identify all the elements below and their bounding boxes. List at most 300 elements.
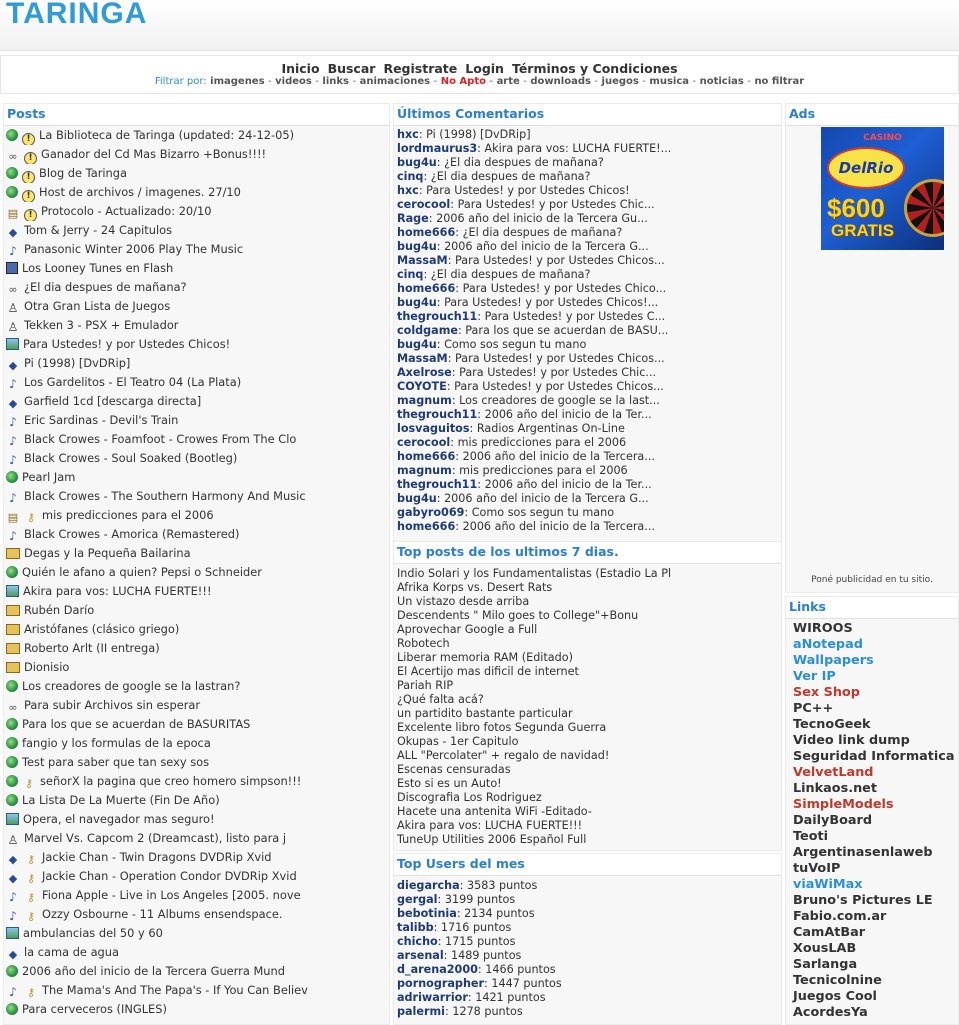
post-title[interactable]: ambulancias del 50 y 60 <box>23 926 163 940</box>
link-item[interactable]: TecnoGeek <box>793 717 871 732</box>
globe-icon <box>6 566 18 578</box>
top-user-item: bebotinia: 2134 puntos <box>397 907 535 920</box>
link-item[interactable]: VelvetLand <box>793 765 874 780</box>
post-item[interactable] <box>6 449 389 468</box>
link-item[interactable]: PC++ <box>793 701 834 716</box>
comment-post-title[interactable]: mis predicciones para el 2006 <box>457 436 627 449</box>
post-title[interactable]: Opera, el navegador mas seguro! <box>23 812 215 826</box>
post-title[interactable]: Para los que se acuerdan de BASURITAS <box>22 717 251 731</box>
post-item[interactable] <box>6 487 389 506</box>
comment-post-title[interactable]: 2006 año del inicio de la Ter... <box>484 478 652 491</box>
comment-user[interactable]: MassaM <box>397 352 448 365</box>
links-list <box>786 619 958 1021</box>
top-post-item[interactable]: Discografia Los Rodriguez <box>397 791 542 804</box>
post-item[interactable] <box>6 715 389 734</box>
comment-user[interactable]: cerocool <box>397 198 451 211</box>
top-post-item[interactable]: Afrika Korps vs. Desert Rats <box>397 581 553 594</box>
top-posts-list <box>394 564 781 847</box>
warn-icon: ! <box>24 152 37 164</box>
comment-post-title[interactable]: 2006 año del inicio de la Tercera... <box>462 520 655 533</box>
comment-post-title[interactable]: Para Ustedes! y por Ustedes Chic... <box>457 198 655 211</box>
top-user-name[interactable]: arsenal <box>397 949 444 962</box>
post-title[interactable]: The Mama's And The Papa's - If You Can Believ <box>42 983 308 997</box>
comment-user[interactable]: home666 <box>397 226 456 239</box>
post-item[interactable] <box>6 525 389 544</box>
top-post-item[interactable]: Okupas - 1er Capitulo <box>397 735 519 748</box>
link-item[interactable]: Teoti <box>793 829 829 844</box>
post-item[interactable] <box>6 221 389 240</box>
post-item[interactable] <box>6 582 389 601</box>
comment-post-title[interactable]: Pi (1998) [DvDRip] <box>426 128 531 141</box>
post-item[interactable] <box>6 886 389 905</box>
link-item[interactable]: CamAtBar <box>793 925 866 940</box>
comment-item[interactable]: bug4u: 2006 año del inicio de la Tercera G... <box>397 492 649 505</box>
post-title[interactable]: Aristófanes (clásico griego) <box>24 622 180 636</box>
comment-post-title[interactable]: 2006 año del inicio de la Tercera G... <box>444 492 649 505</box>
filter-item[interactable]: imagenes <box>210 76 265 87</box>
nav-item[interactable]: Inicio <box>281 61 320 76</box>
post-title[interactable]: Protocolo - Actualizado: 20/10 <box>41 204 212 218</box>
filter-separator: - <box>594 76 599 87</box>
top-user-points: 1421 puntos <box>475 991 546 1004</box>
top-post-item[interactable]: Robotech <box>397 637 450 650</box>
post-item[interactable] <box>6 563 389 582</box>
filter-separator: - <box>433 76 438 87</box>
comment-item[interactable]: cinq: ¿El dia despues de mañana? <box>397 170 591 183</box>
top-post-item[interactable]: Hacete una antenita WiFi -Editado- <box>397 805 592 818</box>
post-item[interactable] <box>6 202 389 221</box>
post-title[interactable]: La Biblioteca de Taringa (updated: 24-12-05) <box>39 128 295 142</box>
post-title[interactable]: Los Gardelitos - El Teatro 04 (La Plata) <box>24 375 242 389</box>
top-users-list <box>394 876 781 1019</box>
comment-post-title[interactable]: Para Ustedes! y por Ustedes Chicos... <box>455 352 665 365</box>
top-user-item: talibb: 1716 puntos <box>397 921 512 934</box>
post-title[interactable]: La Lista De La Muerte (Fin De Año) <box>22 793 220 807</box>
post-title[interactable]: señorX la pagina que creo homero simpson!!! <box>40 774 302 788</box>
post-item[interactable] <box>6 240 389 259</box>
comment-item[interactable]: COYOTE: Para Ustedes! y por Ustedes Chicos... <box>397 380 664 393</box>
warn-icon: ! <box>22 190 35 202</box>
filter-item[interactable]: juegos <box>601 76 639 87</box>
link-item[interactable]: Wallpapers <box>793 653 874 668</box>
post-item[interactable] <box>6 620 389 639</box>
comment-post-title[interactable]: Para Ustedes! y por Ustedes Chicos! <box>426 184 630 197</box>
post-item[interactable] <box>6 506 389 525</box>
comment-post-title[interactable]: 2006 año del inicio de la Tercera G... <box>444 240 649 253</box>
link-item[interactable]: Video link dump <box>793 733 910 748</box>
comment-item[interactable]: bug4u: Como sos segun tu mano <box>397 338 587 351</box>
links-title: Links <box>786 597 958 619</box>
post-title[interactable]: Dionisio <box>24 660 70 674</box>
link-item[interactable]: Sarlanga <box>793 957 858 972</box>
comment-post-title[interactable]: Para los que se acuerdan de BASU... <box>465 324 669 337</box>
link-item[interactable]: Bruno's Pictures LE <box>793 893 933 908</box>
comment-user[interactable]: thegrouch11 <box>397 310 478 323</box>
top-user-name[interactable]: bebotinia <box>397 907 457 920</box>
post-item[interactable] <box>6 943 389 962</box>
comment-user[interactable]: home666 <box>397 520 456 533</box>
top-post-item[interactable]: Pariah RIP <box>397 679 454 692</box>
top-user-name[interactable]: d_arena2000 <box>397 963 478 976</box>
comment-user[interactable]: hxc <box>397 128 419 141</box>
comment-post-title[interactable]: Para Ustedes! y por Ustedes Chicos!... <box>444 296 659 309</box>
nav-item[interactable]: Buscar <box>327 61 376 76</box>
post-item[interactable] <box>6 658 389 677</box>
img-icon <box>6 813 19 825</box>
post-title[interactable]: Garfield 1cd [descarga directa] <box>24 394 202 408</box>
top-post-item[interactable]: ALL "Percolater" + regalo de navidad! <box>397 749 610 762</box>
post-item[interactable] <box>6 791 389 810</box>
globe-icon <box>6 186 18 198</box>
post-item[interactable] <box>6 145 389 164</box>
top-post-item[interactable]: ¿Qué falta acá? <box>397 693 484 706</box>
post-title[interactable]: Quién le afano a quien? Pepsi o Schneider <box>22 565 262 579</box>
comment-user[interactable]: gabyro069 <box>397 506 465 519</box>
top-post-item[interactable]: Esto si es un Auto! <box>397 777 502 790</box>
comment-user[interactable]: COYOTE <box>397 380 447 393</box>
post-title[interactable]: la cama de agua <box>24 945 119 959</box>
top-user-name[interactable]: diegarcha <box>397 879 460 892</box>
comment-post-title[interactable]: Akira para vos: LUCHA FUERTE!... <box>484 142 672 155</box>
comment-item[interactable]: hxc: Pi (1998) [DvDRip] <box>397 128 531 141</box>
post-item[interactable] <box>6 753 389 772</box>
post-item[interactable] <box>6 639 389 658</box>
post-title[interactable]: Black Crowes - Foamfoot - Crowes From The Clo <box>24 432 297 446</box>
post-title[interactable]: Panasonic Winter 2006 Play The Music <box>24 242 244 256</box>
comment-user[interactable]: Rage <box>397 212 429 225</box>
link-item[interactable]: Juegos Cool <box>793 989 877 1004</box>
post-title[interactable]: Tekken 3 - PSX + Emulador <box>24 318 179 332</box>
top-user-name[interactable]: chicho <box>397 935 438 948</box>
post-title[interactable]: Para subir Archivos sin esperar <box>24 698 201 712</box>
comment-post-title[interactable]: ¿El dia despues de mañana? <box>430 170 591 183</box>
top-user-name[interactable]: talibb <box>397 921 434 934</box>
comment-user[interactable]: cinq <box>397 170 424 183</box>
comment-item[interactable]: home666: ¿El dia despues de mañana? <box>397 226 623 239</box>
link-item[interactable]: tuVoIP <box>793 861 841 876</box>
comment-item[interactable]: thegrouch11: 2006 año del inicio de la Ter... <box>397 408 652 421</box>
post-item[interactable] <box>6 544 389 563</box>
post-title[interactable]: Black Crowes - The Southern Harmony And Music <box>24 489 306 503</box>
link-item[interactable]: Fabio.com.ar <box>793 909 887 924</box>
top-post-item[interactable]: TuneUp Utilities 2006 Español Full <box>397 833 587 846</box>
filter-item[interactable]: musica <box>649 76 690 87</box>
link-item[interactable]: Linkaos.net <box>793 781 877 796</box>
filter-item[interactable]: arte <box>496 76 520 87</box>
post-item[interactable] <box>6 278 389 297</box>
top-post-item[interactable]: un partidito bastante particular <box>397 707 573 720</box>
filter-item[interactable]: No Apto <box>440 76 486 87</box>
key-icon: ⚷ <box>26 891 36 904</box>
post-item[interactable] <box>6 867 389 886</box>
advertise-link[interactable]: Poné publicidad en tu sitio. <box>811 575 933 585</box>
globe-icon <box>6 129 18 141</box>
comment-item[interactable]: cerocool: mis predicciones para el 2006 <box>397 436 627 449</box>
filter-item[interactable]: links <box>322 76 349 87</box>
post-item[interactable] <box>6 392 389 411</box>
comment-item[interactable]: losvaguitos: Radios Argentinas On-Line <box>397 422 625 435</box>
post-item[interactable] <box>6 316 389 335</box>
site-logo[interactable]: TARINGA <box>6 0 148 30</box>
filter-separator: - <box>523 76 527 87</box>
top-user-name[interactable]: adriwarrior <box>397 991 468 1004</box>
top-user-name[interactable]: gergal <box>397 893 438 906</box>
comment-item[interactable]: MassaM: Para Ustedes! y por Ustedes Chicos... <box>397 352 665 365</box>
book-icon: ▤ <box>7 511 19 524</box>
link-item[interactable]: Ver IP <box>793 669 836 684</box>
comment-user[interactable]: hxc <box>397 184 419 197</box>
top-post-item[interactable]: El Acertijo mas dificil de internet <box>397 665 579 678</box>
post-item[interactable] <box>6 354 389 373</box>
nav-item[interactable]: Términos y Condiciones <box>511 61 678 76</box>
post-item[interactable] <box>6 772 389 791</box>
link-item[interactable]: AcordesYa <box>793 1005 868 1020</box>
comment-item[interactable]: home666: Para Ustedes! y por Ustedes Chico... <box>397 282 667 295</box>
link-item[interactable]: Sex Shop <box>793 685 860 700</box>
comment-user[interactable]: bug4u <box>397 240 437 253</box>
comment-post-title[interactable]: Como sos segun tu mano <box>471 506 615 519</box>
filter-item[interactable]: animaciones <box>359 76 431 87</box>
top-user-item: adriwarrior: 1421 puntos <box>397 991 546 1004</box>
post-title[interactable]: Jackie Chan - Twin Dragons DVDRip Xvid <box>42 850 272 864</box>
post-title[interactable]: Degas y la Pequeña Bailarina <box>24 546 191 560</box>
comment-post-title[interactable]: ¿El dia despues de mañana? <box>430 268 591 281</box>
post-title[interactable]: Host de archivos / imagenes. 27/10 <box>39 185 241 199</box>
post-title[interactable]: Para Ustedes! y por Ustedes Chicos! <box>23 337 231 351</box>
link-item[interactable]: Tecnicolnine <box>793 973 882 988</box>
comment-item[interactable]: bug4u: 2006 año del inicio de la Tercera G... <box>397 240 649 253</box>
post-title[interactable]: Roberto Arlt (II entrega) <box>24 641 160 655</box>
post-title[interactable]: Blog de Taringa <box>39 166 127 180</box>
post-item[interactable] <box>6 601 389 620</box>
post-item[interactable] <box>6 259 389 278</box>
post-title[interactable]: Black Crowes - Soul Soaked (Bootleg) <box>24 451 238 465</box>
comment-post-title[interactable]: Para Ustedes! y por Ustedes Chic... <box>459 366 657 379</box>
comment-user[interactable]: bug4u <box>397 492 437 505</box>
comment-user[interactable]: bug4u <box>397 156 437 169</box>
nav-item[interactable]: Login <box>465 61 504 76</box>
tag-icon: ◆ <box>8 948 18 961</box>
comment-post-title[interactable]: Para Ustedes! y por Ustedes Chicos... <box>455 254 665 267</box>
post-item[interactable] <box>6 848 389 867</box>
filter-separator: - <box>747 76 751 87</box>
comment-item[interactable]: magnum: Los creadores de google se la last... <box>397 394 660 407</box>
book-icon: ▤ <box>7 207 19 220</box>
comment-item[interactable]: Axelrose: Para Ustedes! y por Ustedes Chic... <box>397 366 657 379</box>
post-item[interactable] <box>6 297 389 316</box>
chain-icon: ∞ <box>8 150 18 163</box>
post-item[interactable] <box>6 411 389 430</box>
filter-item[interactable]: videos <box>275 76 312 87</box>
post-title[interactable]: mis predicciones para el 2006 <box>42 508 214 522</box>
comment-user[interactable]: cinq <box>397 268 424 281</box>
top-user-item: diegarcha: 3583 puntos <box>397 879 538 892</box>
post-title[interactable]: Los creadores de google se la lastran? <box>22 679 241 693</box>
post-title[interactable]: Pearl Jam <box>22 470 76 484</box>
post-title[interactable]: Ozzy Osbourne - 11 Albums ensendspace. <box>42 907 283 921</box>
post-item[interactable] <box>6 430 389 449</box>
comment-item[interactable]: magnum: mis predicciones para el 2006 <box>397 464 628 477</box>
link-item[interactable]: aNotepad <box>793 637 863 652</box>
tag-icon: ◆ <box>8 359 18 372</box>
top-post-item[interactable]: Escenas censuradas <box>397 763 511 776</box>
comment-item[interactable]: Rage: 2006 año del inicio de la Tercera Gu... <box>397 212 648 225</box>
post-title[interactable]: Ganador del Cd Mas Bizarro +Bonus!!!! <box>41 147 267 161</box>
comment-post-title[interactable]: 2006 año del inicio de la Tercera Gu... <box>436 212 648 225</box>
comment-user[interactable]: thegrouch11 <box>397 408 478 421</box>
comment-item[interactable]: lordmaurus3: Akira para vos: LUCHA FUERTE!... <box>397 142 672 155</box>
comment-post-title[interactable]: 2006 año del inicio de la Tercera... <box>462 450 655 463</box>
key-icon: ⚷ <box>26 872 36 885</box>
post-title[interactable]: Akira para vos: LUCHA FUERTE!!! <box>23 584 212 598</box>
comment-post-title[interactable]: Para Ustedes! y por Ustedes Chico... <box>462 282 667 295</box>
post-item[interactable] <box>6 468 389 487</box>
top-post-item[interactable]: Aprovechar Google a Full <box>397 623 538 636</box>
comment-user[interactable]: losvaguitos <box>397 422 470 435</box>
comment-item[interactable]: cinq: ¿El dia despues de mañana? <box>397 268 591 281</box>
comment-user[interactable]: home666 <box>397 282 456 295</box>
link-item[interactable]: viaWiMax <box>793 877 863 892</box>
filter-item[interactable]: no filtrar <box>754 76 805 87</box>
post-title[interactable]: Para cerveceros (INGLES) <box>22 1002 167 1016</box>
comment-item[interactable]: home666: 2006 año del inicio de la Tercera... <box>397 520 655 533</box>
ad-banner-brand: DelRio <box>827 147 905 189</box>
post-item[interactable] <box>6 810 389 829</box>
filter-item[interactable]: noticias <box>699 76 744 87</box>
comment-user[interactable]: Axelrose <box>397 366 452 379</box>
comment-user[interactable]: lordmaurus3 <box>397 142 478 155</box>
top-post-item[interactable]: Un vistazo desde arriba <box>397 595 530 608</box>
post-item[interactable] <box>6 905 389 924</box>
comment-item[interactable]: coldgame: Para los que se acuerdan de BASU... <box>397 324 669 337</box>
globe-icon <box>6 167 18 179</box>
globe-icon <box>6 737 18 749</box>
post-title[interactable]: Fiona Apple - Live in Los Angeles [2005. nove <box>42 888 301 902</box>
post-item[interactable] <box>6 734 389 753</box>
comment-post-title[interactable]: Para Ustedes! y por Ustedes Chicos... <box>454 380 664 393</box>
comment-item[interactable]: thegrouch11: Para Ustedes! y por Ustedes C... <box>397 310 666 323</box>
top-post-item[interactable]: Excelente libro fotos Segunda Guerra <box>397 721 607 734</box>
comment-user[interactable]: MassaM <box>397 254 448 267</box>
link-item[interactable]: Argentinasenlaweb <box>793 845 933 860</box>
post-item[interactable] <box>6 677 389 696</box>
top-user-name[interactable]: pornographer <box>397 977 485 990</box>
top-post-item[interactable]: Akira para vos: LUCHA FUERTE!!! <box>397 819 583 832</box>
top-user-name[interactable]: palermi <box>397 1005 445 1018</box>
comment-post-title[interactable]: Radios Argentinas On-Line <box>476 422 625 435</box>
post-title[interactable]: Tom & Jerry - 24 Capitulos <box>24 223 173 237</box>
comment-user[interactable]: magnum <box>397 464 452 477</box>
link-item[interactable]: WIROOS <box>793 621 853 636</box>
comment-user[interactable]: cerocool <box>397 436 451 449</box>
filter-separator: - <box>642 76 646 87</box>
link-item[interactable]: SimpleModels <box>793 797 894 812</box>
comment-item[interactable]: bug4u: ¿El dia despues de mañana? <box>397 156 604 169</box>
post-title[interactable]: Pi (1998) [DvDRip] <box>24 356 131 370</box>
comment-item[interactable]: cerocool: Para Ustedes! y por Ustedes Chic... <box>397 198 655 211</box>
comment-item[interactable]: thegrouch11: 2006 año del inicio de la Ter... <box>397 478 652 491</box>
comment-user[interactable]: thegrouch11 <box>397 478 478 491</box>
comment-item[interactable]: MassaM: Para Ustedes! y por Ustedes Chicos... <box>397 254 665 267</box>
post-item[interactable] <box>6 1000 389 1019</box>
joy-icon: ♙ <box>7 301 19 315</box>
link-item[interactable]: Seguridad Informatica <box>793 749 955 764</box>
comment-post-title[interactable]: Para Ustedes! y por Ustedes C... <box>484 310 666 323</box>
comment-user[interactable]: home666 <box>397 450 456 463</box>
warn-icon: ! <box>22 171 35 183</box>
post-item[interactable] <box>6 696 389 715</box>
post-item[interactable] <box>6 829 389 848</box>
note-icon: ♪ <box>9 434 17 448</box>
comment-post-title[interactable]: Los creadores de google se la last... <box>459 394 660 407</box>
comment-user[interactable]: coldgame <box>397 324 458 337</box>
post-title[interactable]: Black Crowes - Amorica (Remastered) <box>24 527 240 541</box>
comment-user[interactable]: magnum <box>397 394 452 407</box>
link-item[interactable]: DailyBoard <box>793 813 873 828</box>
comment-post-title[interactable]: 2006 año del inicio de la Ter... <box>484 408 652 421</box>
ad-banner-gratis: GRATIS <box>831 221 894 240</box>
comment-post-title[interactable]: Como sos segun tu mano <box>444 338 587 351</box>
link-item[interactable]: XousLAB <box>793 941 857 956</box>
ads-title: Ads <box>786 104 958 126</box>
post-title[interactable]: Otra Gran Lista de Juegos <box>24 299 171 313</box>
post-title[interactable]: ¿El dia despues de mañana? <box>24 280 187 294</box>
post-item[interactable] <box>6 962 389 981</box>
top-post-item[interactable]: Descendents " Milo goes to College"+Bonu <box>397 609 639 622</box>
nav-item[interactable]: Registrate <box>383 61 458 76</box>
comment-user[interactable]: bug4u <box>397 338 437 351</box>
post-item[interactable] <box>6 335 389 354</box>
post-item[interactable] <box>6 924 389 943</box>
post-title[interactable]: fangio y los formulas de la epoca <box>22 736 211 750</box>
top-post-item[interactable]: Liberar memoria RAM (Editado) <box>397 651 573 664</box>
post-item[interactable] <box>6 981 389 1000</box>
top-user-points: 1489 puntos <box>451 949 522 962</box>
post-title[interactable]: Rubén Darío <box>24 603 95 617</box>
post-item[interactable] <box>6 164 389 183</box>
post-item[interactable] <box>6 126 389 145</box>
comment-item[interactable]: hxc: Para Ustedes! y por Ustedes Chicos! <box>397 184 630 197</box>
top-post-item[interactable]: Indio Solari y los Fundamentalistas (Estadio La Pl <box>397 567 672 580</box>
filter-separator: - <box>268 76 272 87</box>
top-user-item: chicho: 1715 puntos <box>397 935 516 948</box>
post-item[interactable] <box>6 183 389 202</box>
filter-item[interactable]: downloads <box>530 76 591 87</box>
note-icon: ♪ <box>9 909 17 923</box>
casino-ad-banner[interactable] <box>821 127 944 250</box>
post-title[interactable]: Test para saber que tan sexy sos <box>22 755 210 769</box>
floppy-icon <box>6 262 18 274</box>
post-title[interactable]: Jackie Chan - Operation Condor DVDRip Xvid <box>42 869 297 883</box>
post-title[interactable]: Los Looney Tunes en Flash <box>22 261 174 275</box>
top-users-panel <box>393 853 782 1025</box>
comment-post-title[interactable]: mis predicciones para el 2006 <box>459 464 628 477</box>
globe-icon <box>6 1003 18 1015</box>
comment-post-title[interactable]: ¿El dia despues de mañana? <box>444 156 604 169</box>
comment-item[interactable]: home666: 2006 año del inicio de la Tercera... <box>397 450 655 463</box>
comment-user[interactable]: bug4u <box>397 296 437 309</box>
post-title[interactable]: Marvel Vs. Capcom 2 (Dreamcast), listo para j <box>24 831 287 845</box>
post-title[interactable]: 2006 año del inicio de la Tercera Guerra Mund <box>22 964 285 978</box>
top-user-points: 1466 puntos <box>485 963 556 976</box>
post-title[interactable]: Eric Sardinas - Devil's Train <box>24 413 179 427</box>
comment-item[interactable]: bug4u: Para Ustedes! y por Ustedes Chicos!... <box>397 296 659 309</box>
comment-post-title[interactable]: ¿El dia despues de mañana? <box>462 226 623 239</box>
ads-panel <box>785 103 959 593</box>
comment-item[interactable]: gabyro069: Como sos segun tu mano <box>397 506 615 519</box>
chain-icon: ∞ <box>8 701 18 714</box>
post-item[interactable] <box>6 373 389 392</box>
